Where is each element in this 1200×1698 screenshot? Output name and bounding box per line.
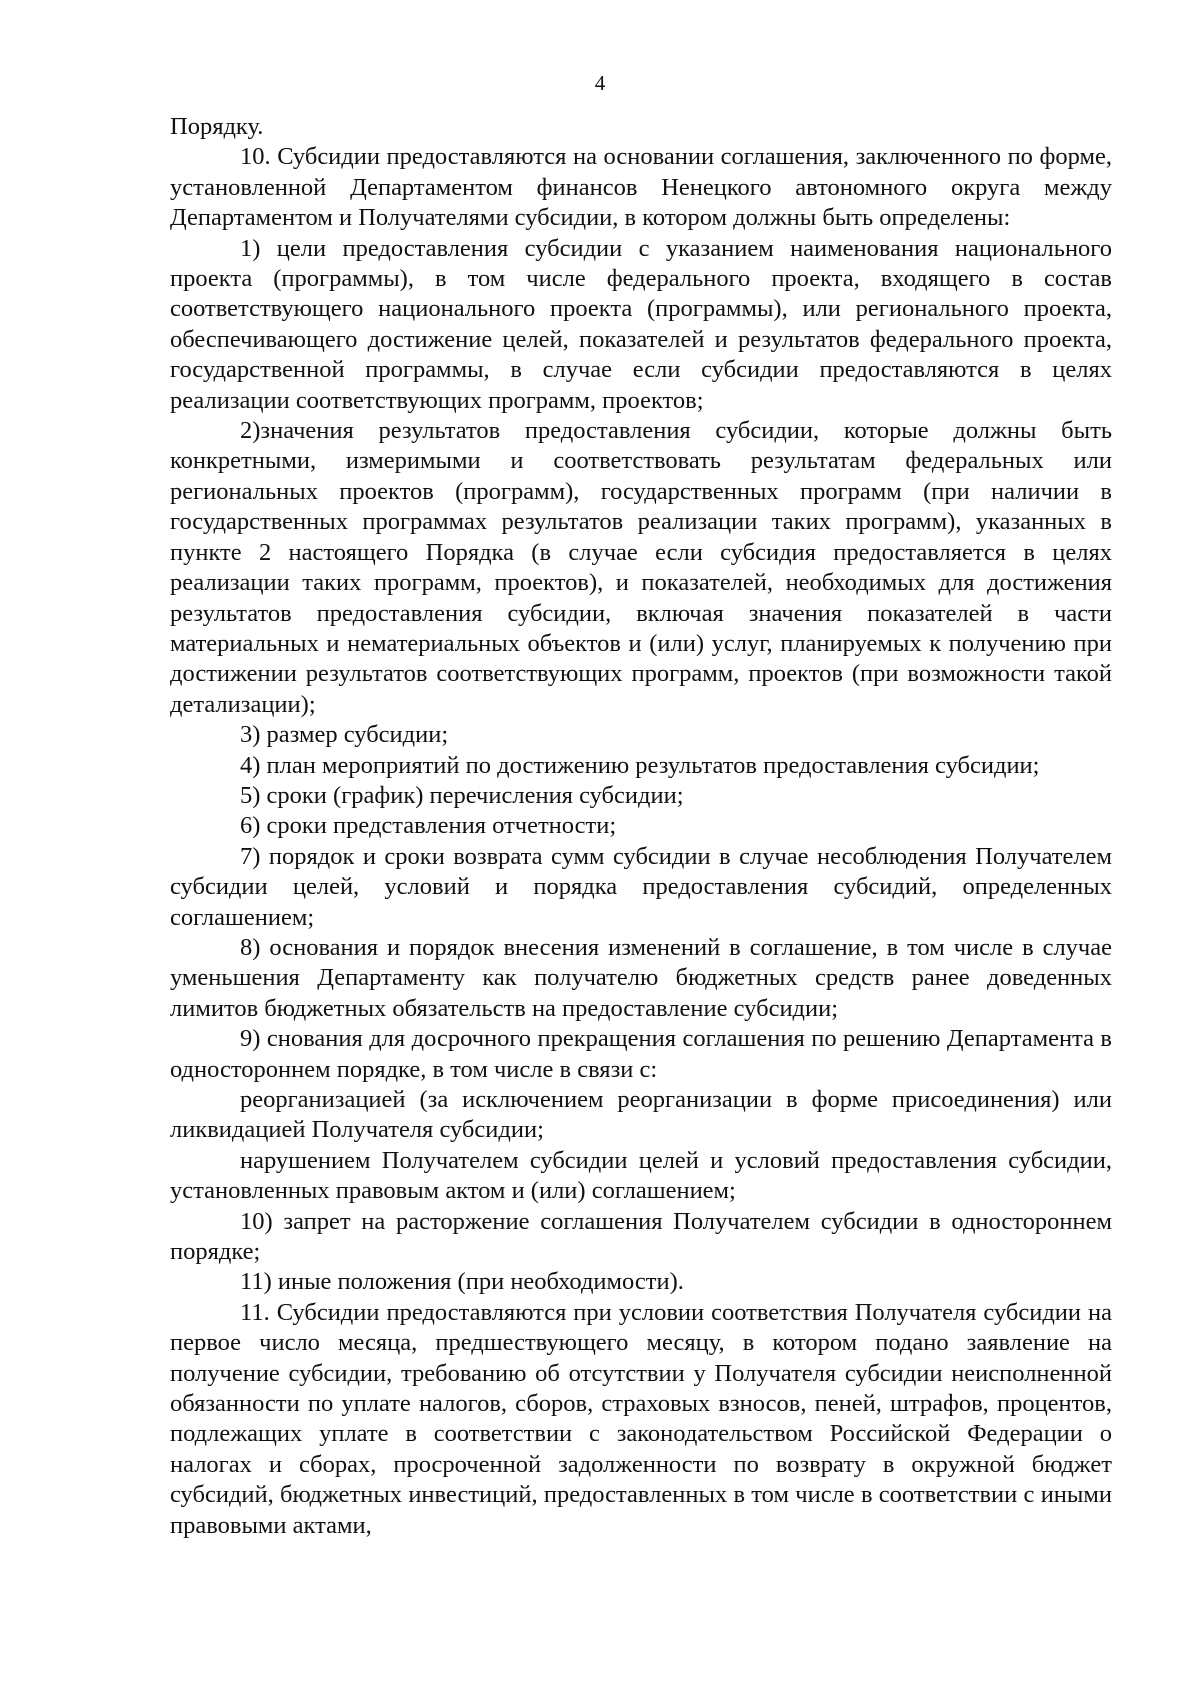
- paragraph-subitem-7: 7) порядок и сроки возврата сумм субсидии в случае несоблюдения Получателем субсидии целей, условий и порядка предоставления субсидий, определенных соглашением;: [170, 842, 1112, 931]
- paragraph-subitem-8: 8) основания и порядок внесения изменений в соглашение, в том числе в случае уменьшения Департаменту как получателю бюджетных средств ранее доведенных лимитов бюджетных обязательств на предоставление субсидии;: [170, 933, 1112, 1022]
- page-number: 4: [594, 71, 606, 95]
- paragraph-item-11: 11. Субсидии предоставляются при условии соответствия Получателя субсидии на первое число месяца, предшествующего месяцу, в котором подано заявление на получение субсидии, требованию об отсутствии у Получателя субсидии неисполненной обязанности по уплате налогов, сборов, страховых взносов, пеней, штрафов, процентов, подлежащих уплате в соответствии с законодательством Российской Федерации о налогах и сборах, просроченной задолженности по возврату в окружной бюджет субсидий, бюджетных инвестиций, предоставленных в том числе в соответствии с иными правовыми актами,: [170, 1298, 1112, 1539]
- paragraph-subitem-9: 9) снования для досрочного прекращения соглашения по решению Департамента в одностороннем порядке, в том числе в связи с:: [170, 1025, 1112, 1083]
- paragraph-continuation: Порядку.: [170, 113, 264, 140]
- paragraph-subitem-4: 4) план мероприятий по достижению результатов предоставления субсидии;: [240, 751, 1040, 779]
- paragraph-subitem-11: 11) иные положения (при необходимости).: [240, 1268, 684, 1296]
- paragraph-item-10: 10. Субсидии предоставляются на основании соглашения, заключенного по форме, установленной Департаментом финансов Ненецкого автономного округа между Департаментом и Получателями субсидии, в котором должны быть определены:: [170, 143, 1112, 232]
- paragraph-subitem-5: 5) сроки (график) перечисления субсидии;: [240, 781, 684, 809]
- paragraph-subitem-1: 1) цели предоставления субсидии с указанием наименования национального проекта (программы), в том числе федерального проекта, входящего в состав соответствующего национального проекта (программы), или регионального проекта, обеспечивающего достижение целей, показателей и результатов федерального проекта, государственной программы, в случае если субсидии предоставляются в целях реализации соответствующих программ, проектов;: [170, 234, 1112, 414]
- paragraph-subitem-3: 3) размер субсидии;: [240, 721, 449, 749]
- paragraph-subitem-9-reorganization: реорганизацией (за исключением реорганизации в форме присоединения) или ликвидацией Получателя субсидии;: [170, 1086, 1112, 1144]
- paragraph-subitem-6: 6) сроки представления отчетности;: [240, 812, 617, 840]
- paragraph-subitem-10: 10) запрет на расторжение соглашения Получателем субсидии в одностороннем порядке;: [170, 1207, 1112, 1266]
- document-body: [170, 112, 1112, 1541]
- paragraph-subitem-9-violation: нарушением Получателем субсидии целей и условий предоставления субсидии, установленных правовым актом и (или) соглашением;: [170, 1146, 1112, 1205]
- paragraph-subitem-2: 2)значения результатов предоставления субсидии, которые должны быть конкретными, измеримыми и соответствовать результатам федеральных или региональных проектов (программ), государственных программ (при наличии в государственных программах результатов реализации таких программ), указанных в пункте 2 настоящего Порядка (в случае если субсидия предоставляется в целях реализации таких программ, проектов), и показателей, необходимых для достижения результатов предоставления субсидии, включая значения показателей в части материальных и нематериальных объектов и (или) услуг, планируемых к получению при достижении результатов соответствующих программ, проектов (при возможности такой детализации);: [170, 417, 1112, 718]
